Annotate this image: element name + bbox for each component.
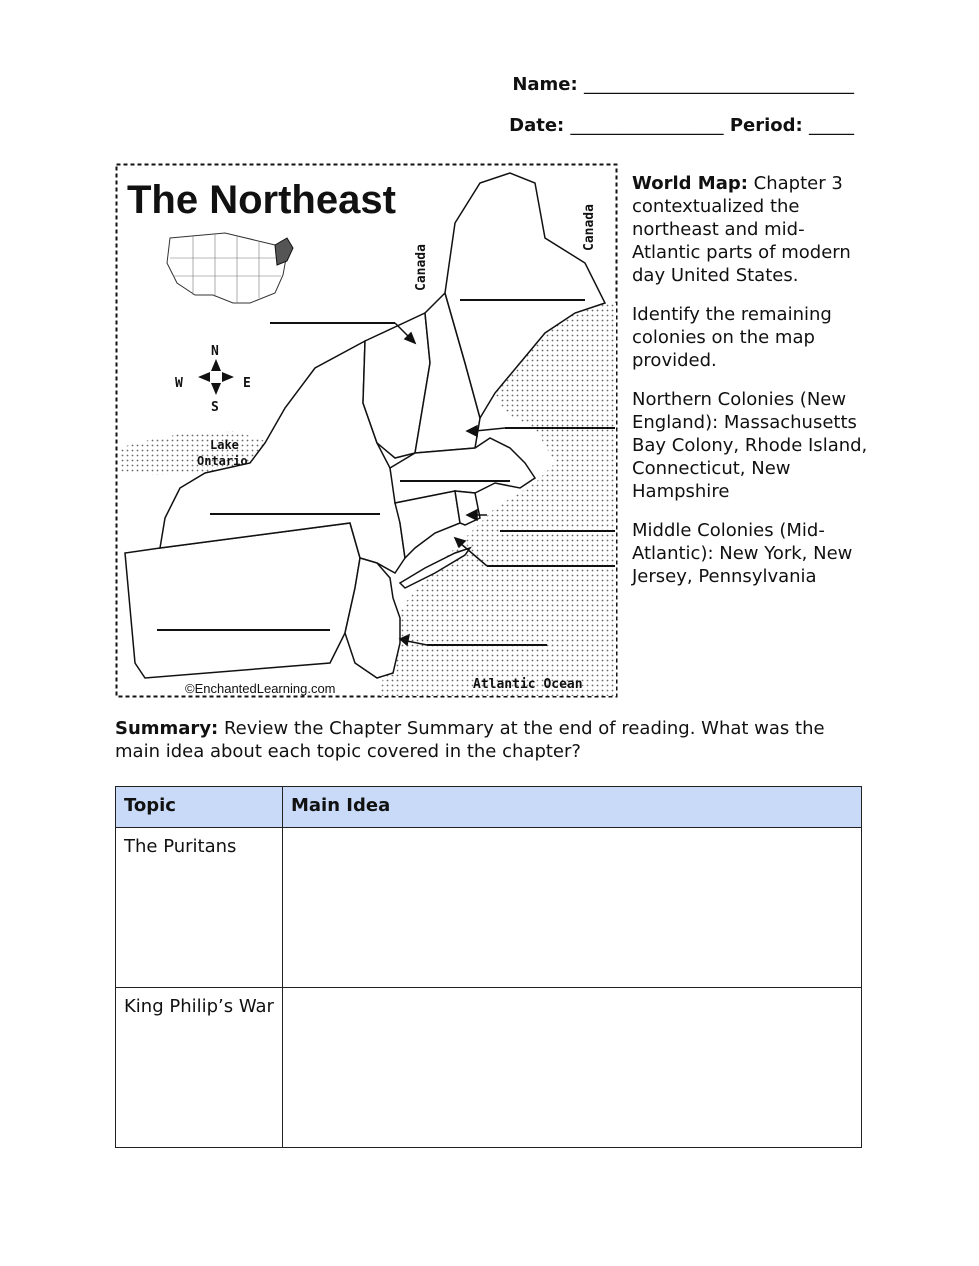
topic-header: Topic: [116, 787, 283, 828]
name-line[interactable]: ______________________________: [584, 74, 854, 95]
intro-text: Chapter 3 contextualized the northeast and mid-Atlantic parts of modern day United States.: [632, 173, 851, 286]
summary-text: Review the Chapter Summary at the end of reading. What was the main idea about each topic covered in the chapter?: [115, 718, 825, 762]
intro-bold: World Map:: [632, 173, 748, 194]
summary-bold: Summary:: [115, 718, 219, 739]
main-idea-cell[interactable]: [283, 828, 862, 988]
period-line[interactable]: _____: [809, 115, 854, 136]
compass-w: W: [175, 376, 183, 391]
map-instructions: [632, 172, 872, 604]
name-field[interactable]: [512, 74, 854, 95]
topic-cell: The Puritans: [116, 828, 283, 988]
canada-label-2: Canada: [582, 204, 597, 251]
date-period-field[interactable]: [509, 115, 854, 136]
intro-paragraph: [632, 172, 872, 287]
compass-n: N: [211, 344, 219, 359]
northeast-map: [115, 163, 618, 698]
summary-table: [115, 786, 862, 1148]
main-idea-header: Main Idea: [283, 787, 862, 828]
table-row: [116, 988, 862, 1148]
lake-label-1: Lake: [210, 438, 239, 452]
topic-cell: King Philip’s War: [116, 988, 283, 1148]
canada-label-1: Canada: [414, 244, 429, 291]
date-line[interactable]: _________________: [570, 115, 724, 136]
compass-s: S: [211, 400, 219, 415]
lake-label-2: Ontario: [197, 454, 248, 468]
main-idea-cell[interactable]: [283, 988, 862, 1148]
northern-colonies-paragraph: Northern Colonies (New England): Massachusetts Bay Colony, Rhode Island, Connecticut, New Hampshire: [632, 389, 868, 502]
instruction-paragraph: Identify the remaining colonies on the map provided.: [632, 304, 832, 371]
map-credit: ©EnchantedLearning.com: [185, 681, 336, 696]
date-label: Date:: [509, 115, 565, 136]
summary-prompt: [115, 717, 875, 763]
period-label: Period:: [729, 115, 803, 136]
middle-colonies-paragraph: Middle Colonies (Mid-Atlantic): New York, New Jersey, Pennsylvania: [632, 520, 853, 587]
map-title: The Northeast: [127, 178, 396, 222]
table-header-row: [116, 787, 862, 828]
compass-e: E: [243, 376, 251, 391]
table-row: [116, 828, 862, 988]
ocean-label: Atlantic Ocean: [473, 677, 583, 692]
name-label: Name:: [512, 74, 578, 95]
